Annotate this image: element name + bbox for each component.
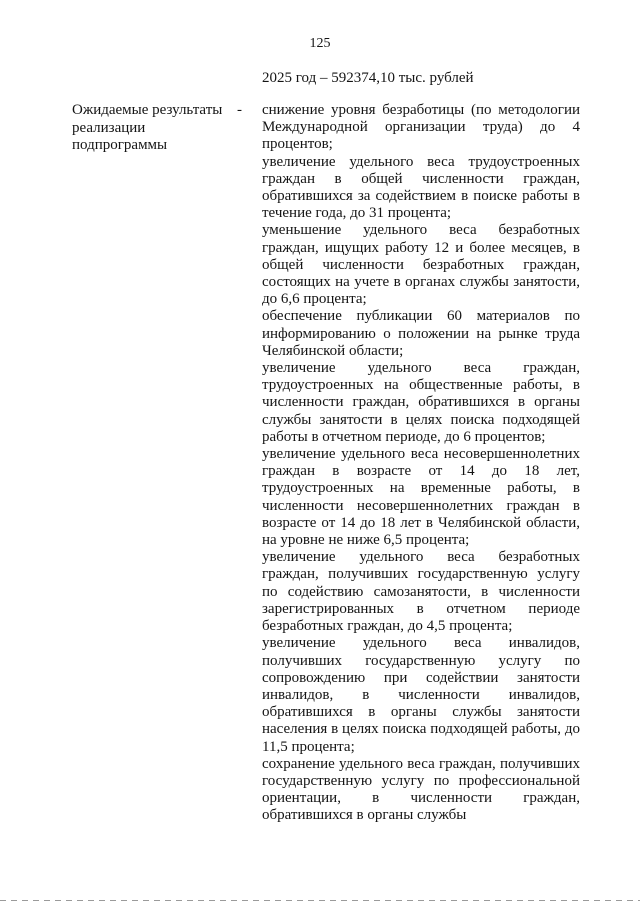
expected-results-list: [262, 102, 580, 825]
page-number: 125: [309, 36, 331, 51]
result-item-public-works: увеличение удельного веса граждан, трудоустроенных на общественные работы, в численности граждан, обратившихся в органы службы занятости в целях поиска подходящей работы в отчетном периоде, до 6 процентов;: [262, 360, 580, 445]
result-item-publications: обеспечение публикации 60 материалов по информированию о положении на рынке труда Челябинской области;: [262, 308, 580, 359]
result-item-career-guidance: сохранение удельного веса граждан, получивших государственную услугу по профессиональной ориентации, в численности граждан, обратившихся в органы службы: [262, 755, 580, 824]
scan-edge-line: [0, 900, 640, 901]
result-item-unemployment-rate: снижение уровня безработицы (по методологии Международной организации труда) до 4 процентов;: [262, 102, 580, 153]
result-item-minors-temporary-work: увеличение удельного веса несовершеннолетних граждан в возрасте от 14 до 18 лет, трудоустроенных на временные работы, в численности несовершеннолетних граждан в возрасте от 14 до 18 лет в Челябинской области, на уровне не ниже 6,5 процента;: [262, 446, 580, 549]
section-label: Ожидаемые результаты реализации подпрограммы: [72, 102, 223, 153]
result-item-employed-share: увеличение удельного веса трудоустроенных граждан в общей численности граждан, обратившихся за содействием в поиске работы в течение года, до 31 процента;: [262, 153, 580, 222]
result-item-self-employment: увеличение удельного веса безработных граждан, получивших государственную услугу по содействию самозанятости, в численности зарегистрированных в отчетном периоде безработных граждан, до 4,5 процента;: [262, 549, 580, 635]
label-dash: -: [237, 102, 242, 118]
result-item-disabled-support: увеличение удельного веса инвалидов, получивших государственную услугу по сопровождению при содействии занятости инвалидов, в численности инвалидов, обратившихся в органы службы занятости населения в целях поиска подходящей работы, до 11,5 процента;: [262, 635, 580, 755]
result-item-long-term-unemployed: уменьшение удельного веса безработных граждан, ищущих работу 12 и более месяцев, в общей численности безработных граждан, состоящих на учете в органах службы занятости, до 6,6 процента;: [262, 222, 580, 308]
funding-line: 2025 год – 592374,10 тыс. рублей: [262, 70, 474, 86]
